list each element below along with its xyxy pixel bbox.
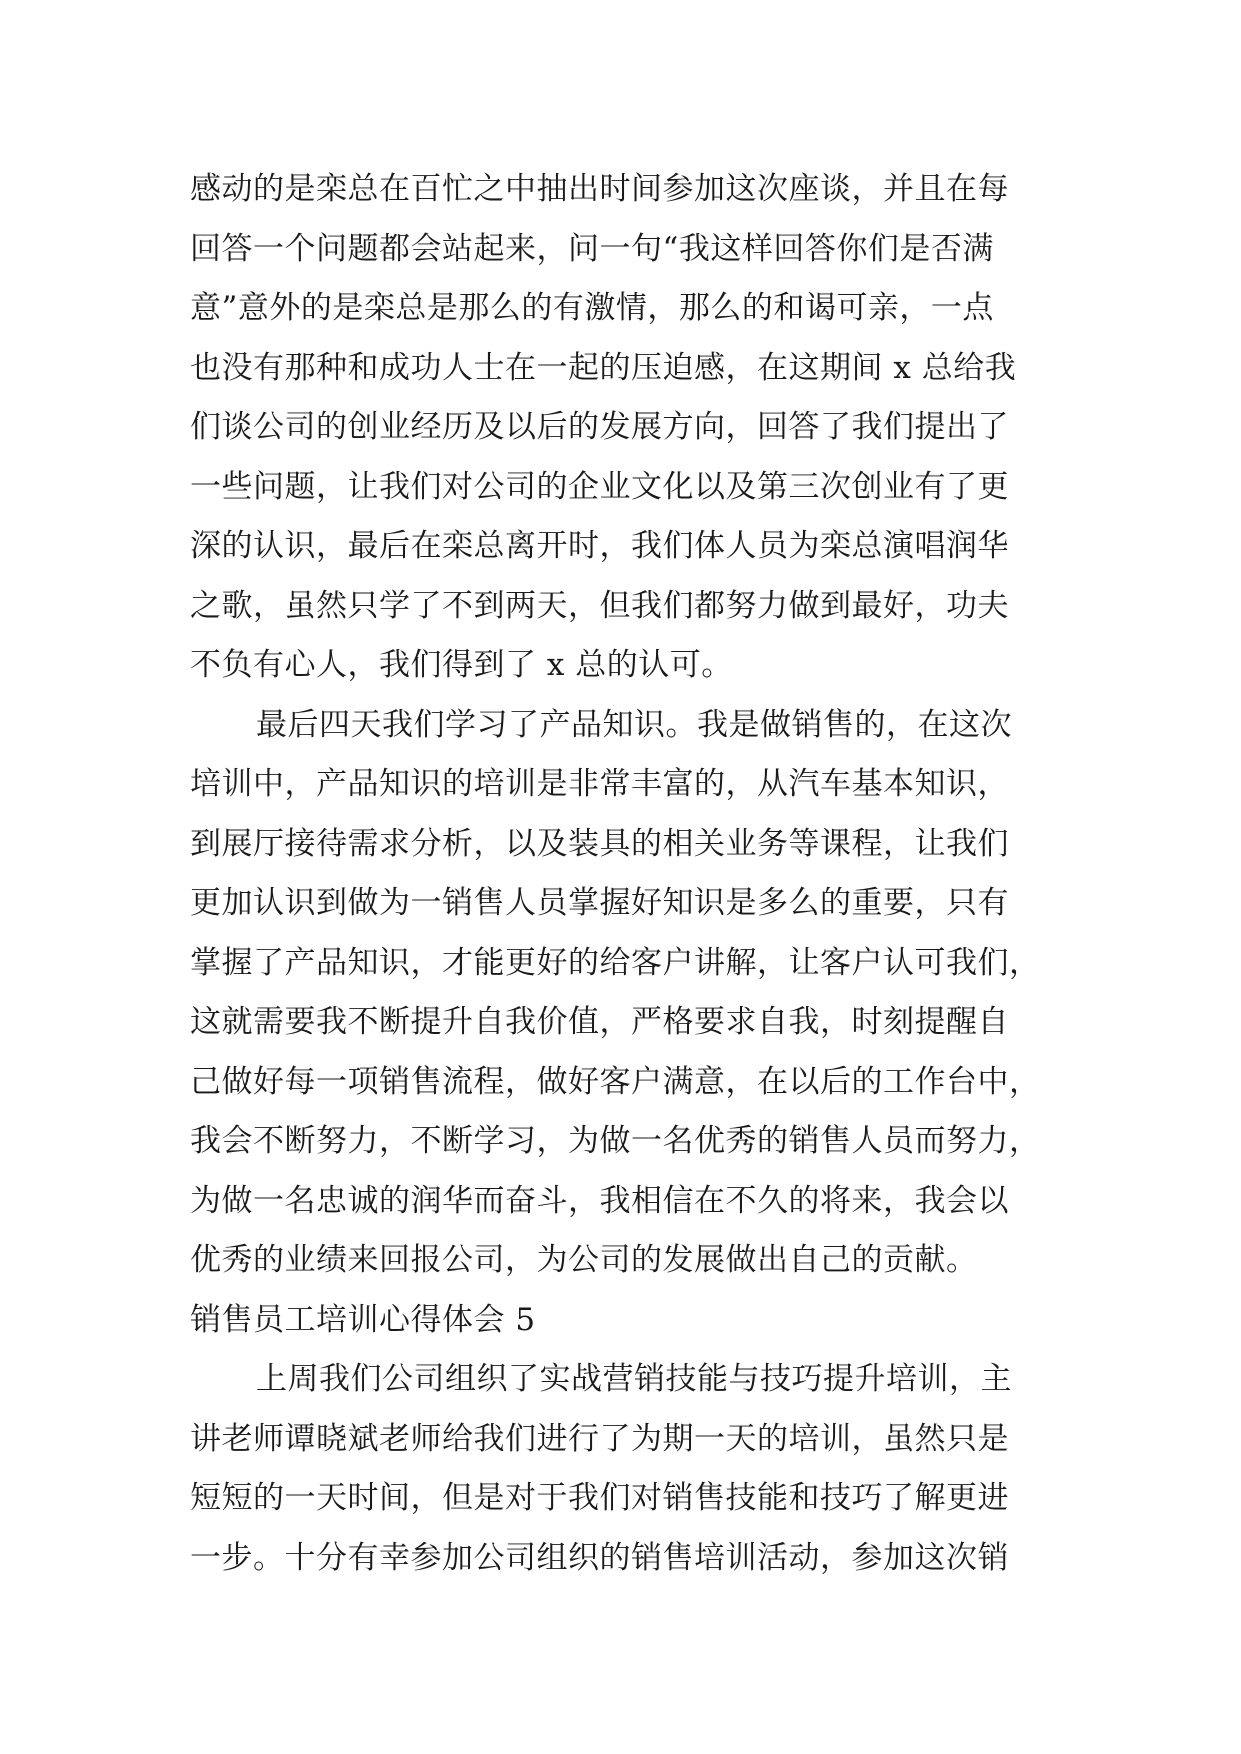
text-line: 己做好每一项销售流程，做好客户满意，在以后的工作台中， [190, 1063, 1041, 1100]
text-line: 这就需要我不断提升自我价值，严格要求自我，时刻提醒自 [190, 1004, 1009, 1040]
text-line: 也没有那种和成功人士在一起的压迫感，在这期间 x 总给我 [190, 349, 1017, 386]
text-line: 不负有心人，我们得到了 x 总的认可。 [190, 647, 733, 683]
section-heading: 销售员工培训心得体会 5 [190, 1301, 536, 1338]
text-line: 一些问题，让我们对公司的企业文化以及第三次创业有了更 [190, 468, 1009, 505]
text-line: 我会不断努力，不断学习，为做一名优秀的销售人员而努力， [190, 1123, 1041, 1159]
paragraph-first-line: 最后四天我们学习了产品知识。我是做销售的，在这次 [256, 706, 1012, 743]
text-line: 更加认识到做为一销售人员掌握好知识是多么的重要，只有 [190, 885, 1009, 921]
text-line: 到展厅接待需求分析，以及装具的相关业务等课程，让我们 [190, 825, 1009, 862]
text-line: 培训中，产品知识的培训是非常丰富的，从汽车基本知识， [190, 766, 1009, 802]
text-line: 讲老师谭晓斌老师给我们进行了为期一天的培训，虽然只是 [190, 1420, 1009, 1457]
text-line: 为做一名忠诚的润华而奋斗，我相信在不久的将来，我会以 [190, 1182, 1009, 1219]
text-line: 意”意外的是栾总是那么的有激情，那么的和谒可亲，一点 [190, 290, 994, 326]
text-line: 感动的是栾总在百忙之中抽出时间参加这次座谈，并且在每 [190, 171, 1009, 207]
text-line: 掌握了产品知识，才能更好的给客户讲解，让客户认可我们， [190, 944, 1041, 981]
text-line: 回答一个问题都会站起来，问一句“我这样回答你们是否满 [190, 230, 994, 267]
text-line: 深的认识，最后在栾总离开时，我们体人员为栾总演唱润华 [190, 528, 1009, 564]
document-body [190, 160, 1050, 1588]
text-line: 之歌，虽然只学了不到两天，但我们都努力做到最好，功夫 [190, 587, 1009, 624]
paragraph-first-line: 上周我们公司组织了实战营销技能与技巧提升培训，主 [256, 1361, 1012, 1397]
text-line: 优秀的业绩来回报公司，为公司的发展做出自己的贡献。 [190, 1242, 978, 1278]
text-line: 一步。十分有幸参加公司组织的销售培训活动，参加这次销 [190, 1539, 1009, 1576]
text-line: 短短的一天时间，但是对于我们对销售技能和技巧了解更进 [190, 1480, 1009, 1516]
text-line: 们谈公司的创业经历及以后的发展方向，回答了我们提出了 [190, 409, 1009, 445]
